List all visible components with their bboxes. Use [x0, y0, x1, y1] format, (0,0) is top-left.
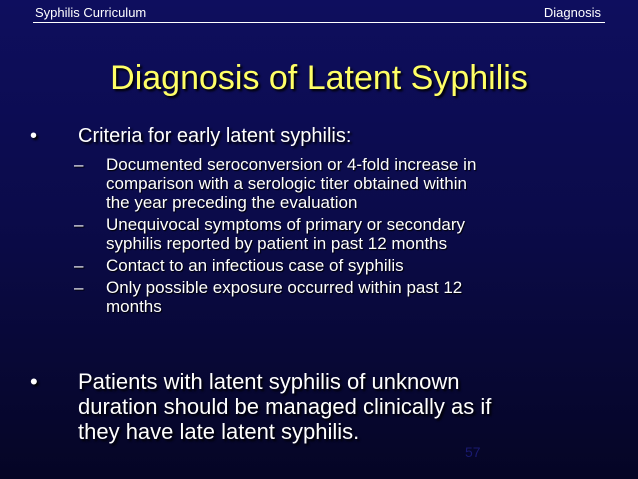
slide-header [33, 4, 605, 23]
section-label: Diagnosis [543, 5, 601, 20]
criteria-line: Contact to an infectious case of syphilis [106, 256, 404, 275]
slide-title: Diagnosis of Latent Syphilis [110, 59, 528, 97]
criteria-line: comparison with a serologic titer obtained within [106, 174, 467, 193]
criteria-item [72, 256, 602, 275]
bullet-text: Criteria for early latent syphilis: [78, 125, 352, 147]
dash-icon: – [74, 278, 84, 297]
bullet-icon: • [30, 369, 38, 394]
criteria-line: months [106, 297, 162, 316]
bullet-line: they have late latent syphilis. [78, 419, 360, 444]
criteria-item [72, 155, 602, 212]
criteria-line: Only possible exposure occurred within past 12 [106, 278, 463, 297]
criteria-line: Unequivocal symptoms of primary or secondary [106, 215, 466, 234]
page-number: 57 [465, 444, 481, 460]
bullet-line: duration should be managed clinically as if [78, 394, 492, 419]
dash-icon: – [74, 155, 84, 174]
bullet-line: Patients with latent syphilis of unknown [78, 369, 460, 394]
criteria-line: the year preceding the evaluation [106, 193, 358, 212]
dash-icon: – [74, 256, 84, 275]
criteria-line: syphilis reported by patient in past 12 months [106, 234, 448, 253]
criteria-line: Documented seroconversion or 4-fold increase in [106, 155, 477, 174]
criteria-item [72, 278, 602, 316]
bullet-icon: • [30, 125, 38, 147]
dash-icon: – [74, 215, 84, 234]
curriculum-label: Syphilis Curriculum [35, 5, 147, 20]
bullet-text [78, 369, 491, 444]
criteria-list [72, 155, 602, 319]
criteria-item [72, 215, 602, 253]
